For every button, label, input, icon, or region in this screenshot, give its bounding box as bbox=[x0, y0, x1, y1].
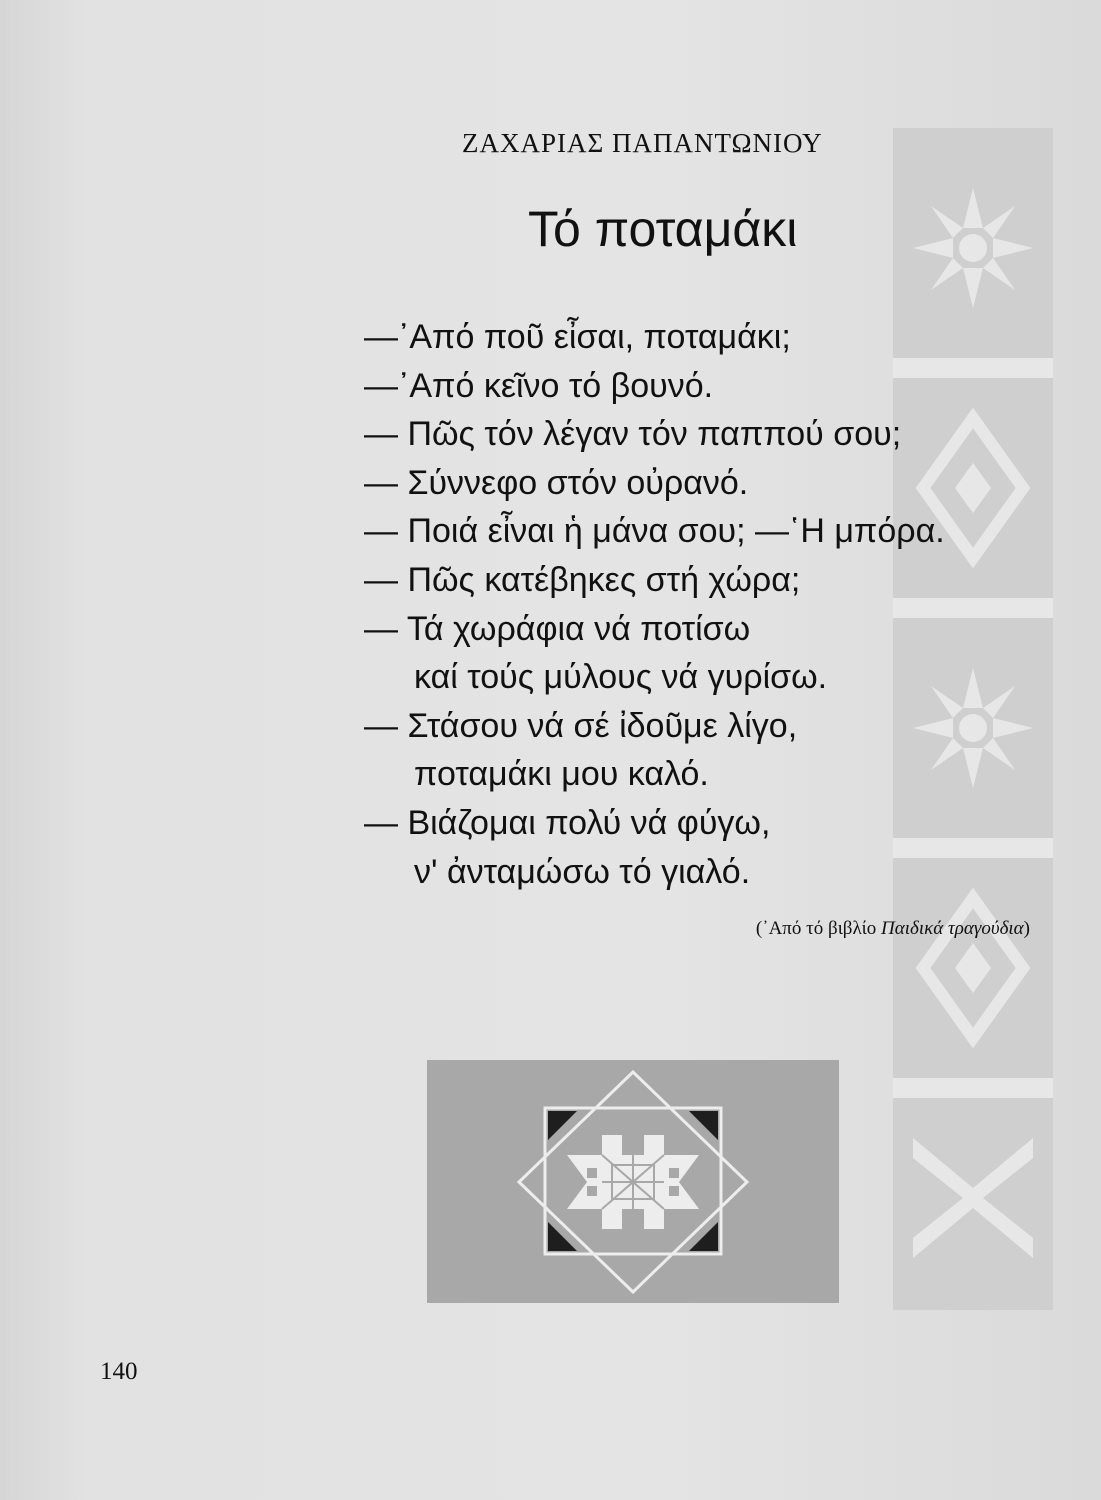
source-prefix: (᾿Από τό βιβλίο bbox=[755, 918, 882, 939]
poem-title: Τό ποταμάκι bbox=[528, 201, 798, 257]
poem-body bbox=[364, 313, 1054, 896]
folk-star-ornament-icon bbox=[427, 1060, 839, 1303]
poem-line: ν' ἀνταμώσω τό γιαλό. bbox=[414, 852, 751, 891]
source-citation bbox=[560, 918, 1030, 940]
poem-line: —᾿Από ποῦ εἶσαι, ποταμάκι; bbox=[364, 318, 791, 356]
page-number: 140 bbox=[100, 1358, 138, 1385]
poem-line: ποταμάκι μου καλό. bbox=[414, 755, 709, 794]
poem-line: — Πῶς κατέβηκες στή χώρα; bbox=[364, 560, 801, 599]
poem-line: — Σύννεφο στόν οὐρανό. bbox=[364, 463, 749, 502]
poem-line: —᾿Από κεῖνο τό βουνό. bbox=[364, 366, 714, 405]
poem-line: — Ποιά εἶναι ἡ μάνα σου; —῾Η μπόρα. bbox=[364, 512, 945, 551]
source-suffix: ) bbox=[1023, 918, 1030, 939]
poem-line: — Πῶς τόν λέγαν τόν παππού σου; bbox=[364, 415, 902, 454]
poem-line: καί τούς μύλους νά γυρίσω. bbox=[414, 658, 828, 697]
source-book-title: Παιδικά τραγούδια bbox=[881, 918, 1024, 939]
poem-line: — Στάσου νά σέ ἰδοῦμε λίγο, bbox=[364, 706, 798, 745]
author-name: ΖΑΧΑΡΙΑΣ ΠΑΠΑΝΤΩΝΙΟΥ bbox=[462, 128, 823, 158]
poem-line: — Βιάζομαι πολύ νά φύγω, bbox=[364, 803, 771, 842]
poem-line: — Τά χωράφια νά ποτίσω bbox=[364, 609, 751, 648]
